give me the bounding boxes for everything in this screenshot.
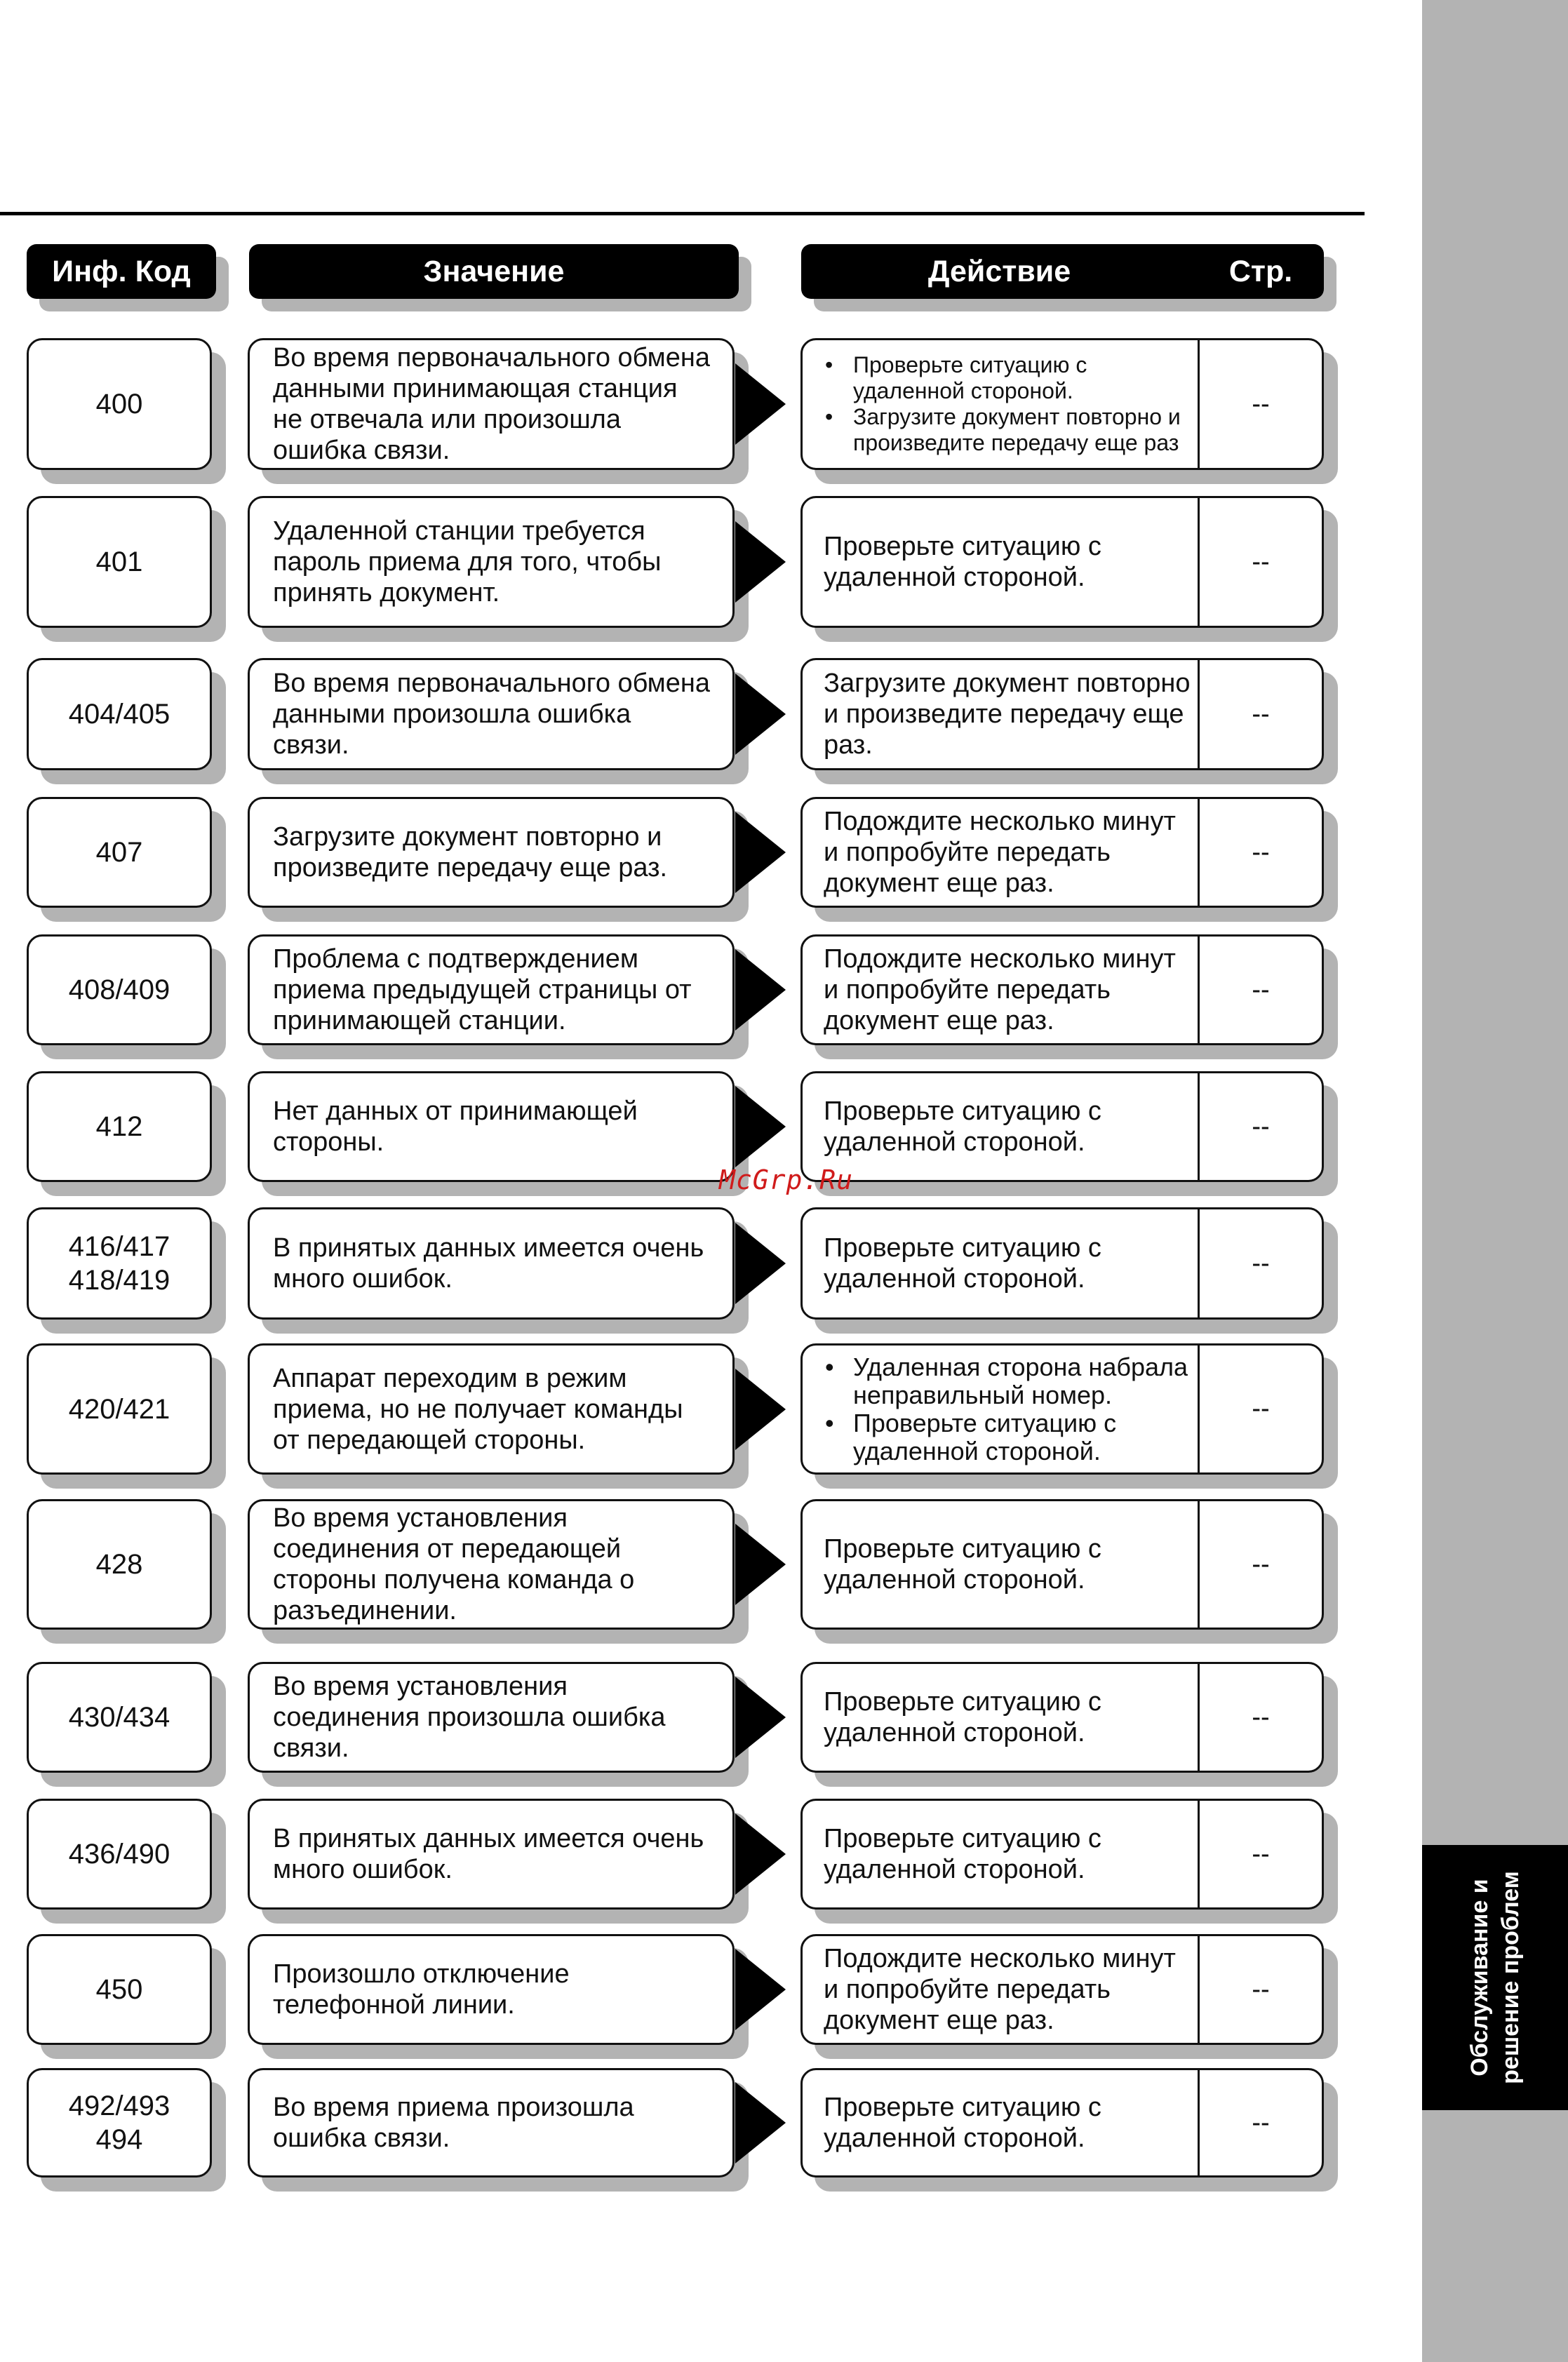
- table-row: [0, 1343, 1403, 1475]
- code-cell: [27, 1799, 212, 1910]
- code-cell: [27, 934, 212, 1045]
- action-content: [803, 1936, 1199, 2043]
- action-text: Загрузите документ повторно и произведите передачу еще раз.: [824, 669, 1191, 760]
- meaning-cell: [248, 1071, 735, 1182]
- action-cell: [800, 658, 1324, 770]
- error-code: 492/493 494: [68, 2091, 170, 2155]
- error-code: 401: [95, 546, 143, 577]
- meaning-text: В принятых данных имеется очень много ошибок.: [273, 1824, 704, 1884]
- meaning-cell: [248, 1343, 735, 1475]
- action-text: Проверьте ситуацию с удаленной стороной.: [824, 1824, 1101, 1884]
- arrow-right-icon: [735, 2082, 786, 2163]
- code-cell: [27, 338, 212, 470]
- arrow-right-icon: [735, 521, 786, 603]
- action-cell: [800, 496, 1324, 628]
- page-ref: --: [1252, 1111, 1270, 1141]
- code-cell: [27, 797, 212, 908]
- meaning-cell: [248, 797, 735, 908]
- action-text: Проверьте ситуацию с удаленной стороной.: [824, 1233, 1101, 1294]
- watermark: McGrp.Ru: [719, 1165, 854, 1195]
- action-content: [803, 340, 1199, 468]
- action-text: Проверьте ситуацию с удаленной стороной.: [824, 1534, 1101, 1595]
- action-bullet: • Проверьте ситуацию с удаленной стороной.: [824, 1409, 1195, 1465]
- header-action: [801, 244, 1324, 299]
- action-content: [803, 498, 1199, 626]
- header-action-label: Действие: [927, 254, 1071, 288]
- page-ref: --: [1252, 1248, 1270, 1278]
- section-tab[interactable]: [1422, 1845, 1568, 2110]
- table-row: [0, 1207, 1403, 1320]
- code-cell: [27, 1934, 212, 2045]
- error-code: 416/417 418/419: [68, 1231, 170, 1296]
- error-code: 420/421: [68, 1393, 170, 1425]
- code-cell: [27, 1343, 212, 1475]
- action-cell: [800, 338, 1324, 470]
- table-row: [0, 658, 1403, 770]
- meaning-cell: [248, 1207, 735, 1320]
- action-content: [803, 1664, 1199, 1771]
- page-ref: --: [1252, 699, 1270, 729]
- meaning-cell: [248, 1499, 735, 1630]
- code-cell: [27, 1071, 212, 1182]
- page-ref: --: [1252, 546, 1270, 577]
- error-code: 408/409: [68, 974, 170, 1005]
- meaning-text: Во время приема произошла ошибка связи.: [273, 2093, 634, 2153]
- action-bullet: • Удаленная сторона набрала неправильный номер.: [824, 1353, 1195, 1409]
- page-ref: --: [1252, 389, 1270, 419]
- page-ref: --: [1252, 2107, 1270, 2138]
- action-content: [803, 1346, 1199, 1472]
- meaning-text: Во время первоначального обмена данными произошла ошибка связи.: [273, 669, 710, 760]
- code-cell: [27, 2068, 212, 2178]
- action-bullet-list: [824, 1353, 1195, 1465]
- table-row: [0, 1071, 1403, 1182]
- action-content: [803, 1209, 1199, 1317]
- error-code: 412: [95, 1111, 143, 1142]
- action-content: [803, 799, 1199, 906]
- header-page-label: Стр.: [1228, 254, 1293, 288]
- action-content: [803, 1801, 1199, 1907]
- action-cell: [800, 1207, 1324, 1320]
- error-code: 450: [95, 1974, 143, 2005]
- meaning-cell: [248, 2068, 735, 2178]
- meaning-text: Во время установления соединения произошла ошибка связи.: [273, 1672, 666, 1763]
- code-cell: [27, 1662, 212, 1773]
- page-ref: --: [1252, 1702, 1270, 1732]
- table-row: [0, 1799, 1403, 1910]
- meaning-cell: [248, 1799, 735, 1910]
- error-code: 428: [95, 1549, 143, 1580]
- error-code: 400: [95, 389, 143, 420]
- table-row: [0, 2068, 1403, 2178]
- table-row: [0, 1662, 1403, 1773]
- section-tab-label: Обслуживание и решение проблем: [1466, 1871, 1524, 2084]
- meaning-text: Аппарат переходим в режим приема, но не получает команды от передающей стороны.: [273, 1363, 683, 1455]
- page-ref: --: [1252, 1839, 1270, 1869]
- action-cell: [800, 1799, 1324, 1910]
- arrow-right-icon: [735, 1223, 786, 1304]
- table-row: [0, 1499, 1403, 1630]
- action-cell: [800, 1934, 1324, 2045]
- arrow-right-icon: [735, 812, 786, 893]
- action-bullet: • Проверьте ситуацию с удаленной стороной.: [824, 352, 1195, 404]
- page-ref: --: [1252, 1549, 1270, 1579]
- table-row: [0, 338, 1403, 470]
- action-cell: [800, 1499, 1324, 1630]
- action-content: [803, 1073, 1199, 1180]
- error-code: 436/490: [68, 1839, 170, 1870]
- error-code: 430/434: [68, 1702, 170, 1733]
- arrow-right-icon: [735, 1086, 786, 1167]
- action-text: Проверьте ситуацию с удаленной стороной.: [824, 1687, 1101, 1747]
- action-cell: [800, 934, 1324, 1045]
- meaning-text: Загрузите документ повторно и произведите передачу еще раз.: [273, 822, 668, 883]
- action-bullet-list: [824, 352, 1195, 456]
- action-cell: [800, 797, 1324, 908]
- arrow-right-icon: [735, 363, 786, 445]
- page-ref: --: [1252, 1394, 1270, 1423]
- meaning-text: Проблема с подтверждением приема предыдущей страницы от принимающей станции.: [273, 944, 692, 1035]
- meaning-cell: [248, 1934, 735, 2045]
- action-text: Проверьте ситуацию с удаленной стороной.: [824, 532, 1101, 592]
- page-ref: --: [1252, 1974, 1270, 2004]
- code-cell: [27, 658, 212, 770]
- action-cell: [800, 2068, 1324, 2178]
- error-code: 407: [95, 837, 143, 868]
- page-ref: --: [1252, 974, 1270, 1005]
- header-code-label: Инф. Код: [52, 254, 191, 288]
- code-cell: [27, 496, 212, 628]
- action-cell: [800, 1662, 1324, 1773]
- arrow-right-icon: [735, 1369, 786, 1450]
- table-row: [0, 496, 1403, 628]
- arrow-right-icon: [735, 1677, 786, 1758]
- header-meaning: [249, 244, 739, 299]
- table-row: [0, 1934, 1403, 2045]
- action-text: Проверьте ситуацию с удаленной стороной.: [824, 2093, 1101, 2153]
- arrow-right-icon: [735, 1949, 786, 2030]
- error-code: 404/405: [68, 699, 170, 730]
- top-rule: [0, 212, 1365, 215]
- meaning-text: Удаленной станции требуется пароль приема для того, чтобы принять документ.: [273, 516, 662, 608]
- header-code: [27, 244, 216, 299]
- meaning-text: Во время первоначального обмена данными принимающая станция не отвечала или произошла ошибка связи.: [273, 343, 710, 465]
- meaning-text: Нет данных от принимающей стороны.: [273, 1096, 638, 1157]
- header-meaning-label: Значение: [423, 254, 565, 288]
- page-ref: --: [1252, 837, 1270, 867]
- action-cell: [800, 1343, 1324, 1475]
- arrow-right-icon: [735, 1813, 786, 1895]
- action-text: Проверьте ситуацию с удаленной стороной.: [824, 1096, 1101, 1157]
- action-bullet: • Загрузите документ повторно и произведите передачу еще раз: [824, 404, 1195, 456]
- meaning-cell: [248, 1662, 735, 1773]
- meaning-cell: [248, 658, 735, 770]
- meaning-cell: [248, 934, 735, 1045]
- meaning-cell: [248, 496, 735, 628]
- table-row: [0, 797, 1403, 908]
- action-text: Подождите несколько минут и попробуйте передать документ еще раз.: [824, 807, 1176, 898]
- action-content: [803, 2070, 1199, 2175]
- meaning-cell: [248, 338, 735, 470]
- code-cell: [27, 1499, 212, 1630]
- action-content: [803, 660, 1199, 768]
- action-content: [803, 1501, 1199, 1628]
- meaning-text: В принятых данных имеется очень много ошибок.: [273, 1233, 704, 1294]
- action-cell: [800, 1071, 1324, 1182]
- action-text: Подождите несколько минут и попробуйте передать документ еще раз.: [824, 1944, 1176, 2035]
- table-row: [0, 934, 1403, 1045]
- meaning-text: Во время установления соединения от передающей стороны получена команда о разъединении.: [273, 1503, 635, 1625]
- code-cell: [27, 1207, 212, 1320]
- action-text: Подождите несколько минут и попробуйте передать документ еще раз.: [824, 944, 1176, 1035]
- arrow-right-icon: [735, 949, 786, 1031]
- action-content: [803, 937, 1199, 1043]
- meaning-text: Произошло отключение телефонной линии.: [273, 1959, 570, 2020]
- arrow-right-icon: [735, 1524, 786, 1605]
- arrow-right-icon: [735, 673, 786, 755]
